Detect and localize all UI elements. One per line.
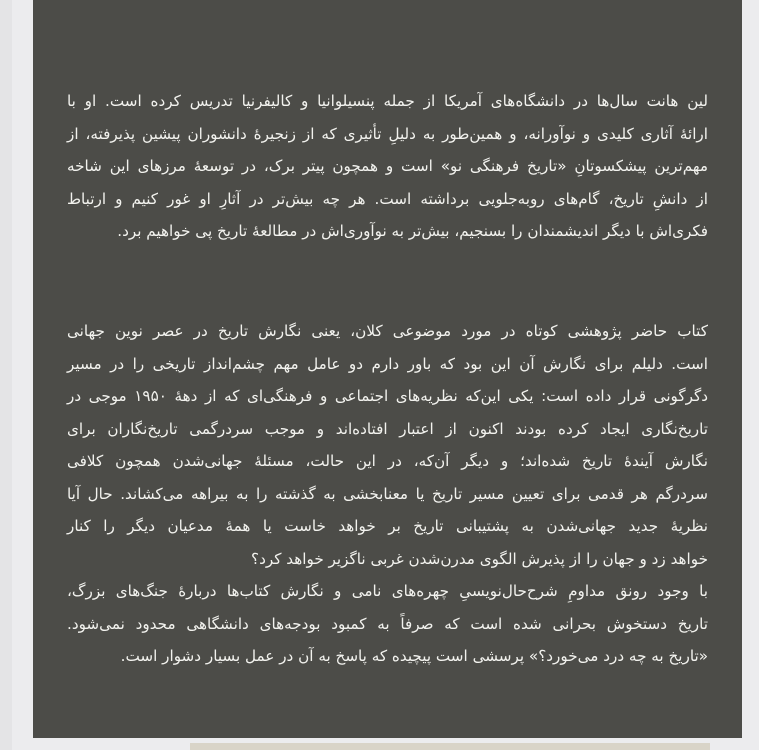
text-line: تاریخ دستخوش بحرانی شده است که صرفاً به کمبود بودجه‌های دانشگاهی محدود نمی‌شود. [67, 614, 708, 633]
text-line: از دانشِ تاریخ، گام‌های روبه‌جلویی برداشته است. هر چه بیش‌تر در آثارِ او غور کنیم و ارتباط [67, 189, 708, 208]
text-line: سردرگم هر قدمی برای تعیین مسیر تاریخ یا معنابخشی به گذشته را به بیراهه می‌کشاند. حال آیا [67, 484, 708, 503]
text-line: نظریهٔ جدید جهانی‌شدن به پشتیبانی تاریخ بر خواهد خاست یا همهٔ مدعیان دیگر را کنار [67, 517, 708, 535]
text-line: دگرگونی قرار داده است: یکی این‌که نظریه‌های اجتماعی و فرهنگی‌ای که از دههٔ ۱۹۵۰ موجی در [67, 387, 708, 405]
text-line: با وجود رونق مداومِ شرح‌حال‌نویسیِ چهره‌های نامی و نگارش کتاب‌ها دربارهٔ جنگ‌های بزرگ، [67, 582, 708, 600]
text-line: است. دلیلم برای نگارش آن این بود که باور دارم دو عامل مهم چشم‌انداز تاریخی را در مسیر [67, 354, 708, 373]
text-line: خواهد زد و جهان را از پذیرش الگوی مدرن‌شدن غربی ناگزیر خواهد کرد؟ [251, 549, 708, 568]
text-line: مهم‌ترین پیشکسوتانِ «تاریخ فرهنگی نو» است و همچون پیتر برک، در توسعهٔ مرزهای این شاخه [67, 157, 708, 175]
text-line: فکری‌اش با دیگر اندیشمندان را بسنجیم، بیش‌تر به نوآوری‌اش در مطالعهٔ تاریخ پی خواهیم برد. [117, 222, 708, 240]
paragraph-closing-question [67, 575, 708, 673]
text-line: ارائهٔ آثاری کلیدی و نوآورانه، و همین‌طور به دلیلِ تأثیری که از زنجیرهٔ دانشوران پیشین پذیرفته، از [67, 124, 708, 143]
cover-bottom-edge [190, 743, 710, 750]
text-line: نگارش آیندهٔ تاریخ شده‌اند؛ و دیگر آن‌که، در این حالت، مسئلهٔ جهانی‌شدن همچون کلافی [67, 452, 708, 470]
text-line: لین هانت سال‌ها در دانشگاه‌های آمریکا از جمله پنسیلوانیا و کالیفرنیا تدریس کرده است. او با [67, 92, 708, 110]
paragraph-author-bio [67, 85, 708, 248]
text-line: «تاریخ به چه درد می‌خورد؟» پرسشی است پیچیده که پاسخ به آن در عمل بسیار دشوار است. [120, 647, 708, 665]
text-line: کتاب حاضر پژوهشی کوتاه در مورد موضوعی کلان، یعنی نگارش تاریخ در عصر نوین جهانی [67, 322, 708, 340]
text-line: تاریخ‌نگاری ایجاد کرده بودند اکنون از اعتبار افتاده‌اند و موجب سردرگمی تاریخ‌نگاران برای [67, 419, 708, 438]
back-cover-panel [33, 0, 742, 738]
page-edge [0, 0, 12, 750]
paragraph-book-summary [67, 315, 708, 575]
